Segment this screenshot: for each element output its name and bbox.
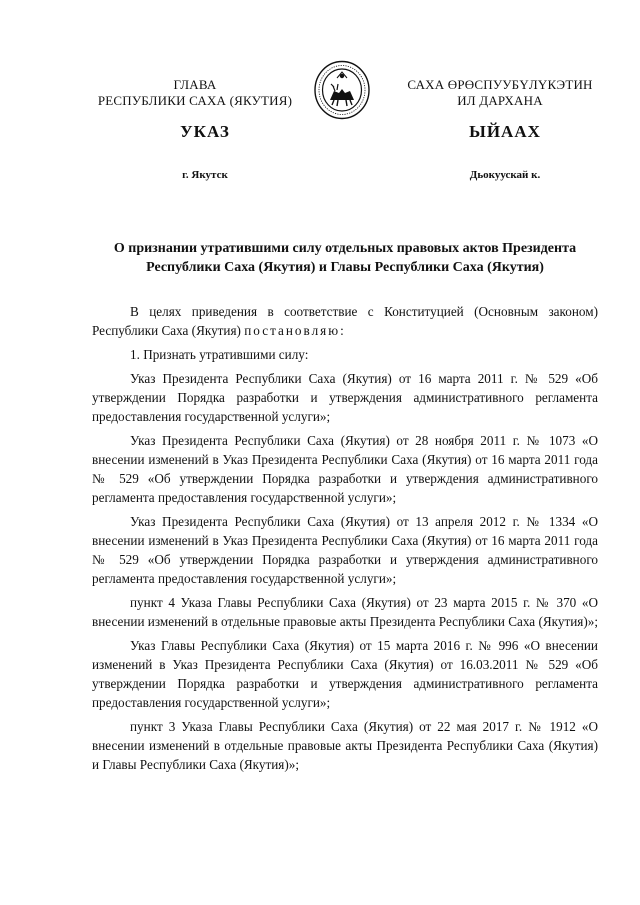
- document-body: [92, 302, 598, 779]
- document-title-line2: Республики Саха (Якутия) и Главы Республики Саха (Якутия): [146, 260, 544, 275]
- coat-of-arms-emblem: [313, 60, 371, 120]
- paragraph-3: Указ Президента Республики Саха (Якутия) от 13 апреля 2012 г. № 1334 «О внесении изменений в Указ Президента Республики Саха (Якутия) от 16 марта 2011 года № 529 «Об утверждении Порядка разработки и утверждения административного регламента предоставления государственной услуги»;: [92, 514, 598, 586]
- paragraph-2: Указ Президента Республики Саха (Якутия) от 28 ноября 2011 г. № 1073 «О внесении изменений в Указ Президента Республики Саха (Якутия) от 16 марта 2011 года № 529 «Об утверждении Порядка разработки и утверждения административного регламента предоставления государственной услуги»;: [92, 433, 598, 505]
- header-left-line1: ГЛАВА: [173, 77, 217, 92]
- decree-title-sah: ЫЙААХ: [469, 122, 541, 141]
- paragraph-6: пункт 3 Указа Главы Республики Саха (Якутия) от 22 мая 2017 г. № 1912 «О внесении изменений в отдельные правовые акты Президента Республики Саха (Якутия) и Главы Республики Саха (Якутия)»;: [92, 719, 598, 772]
- paragraph-1: Указ Президента Республики Саха (Якутия) от 16 марта 2011 г. № 529 «Об утверждении Порядка разработки и утверждения административного регламента предоставления государственной услуги»;: [92, 371, 598, 424]
- decree-title-ru: УКАЗ: [180, 122, 230, 141]
- header-right-line1: САХА ӨРӨСПУУБҮЛҮКЭТИН: [407, 77, 593, 92]
- decree-word: постановляю:: [244, 323, 346, 338]
- document-title: [92, 239, 598, 277]
- intro-text: В целях приведения в соответствие с Конституцией (Основным законом) Республики Саха (Якутия): [92, 304, 598, 338]
- header-left: [70, 77, 320, 109]
- document-title-line1: О признании утратившими силу отдельных правовых актов Президента: [113, 241, 577, 256]
- item-1: 1. Признать утратившими силу:: [130, 347, 309, 362]
- paragraph-5: Указ Главы Республики Саха (Якутия) от 15 марта 2016 г. № 996 «О внесении изменений в Указ Президента Республики Саха (Якутия) от 16.03.2011 № 529 «Об утверждении Порядка разработки и утверждения административного регламента предоставления государственной услуги»;: [92, 638, 598, 710]
- city-sah: Дьокуускай к.: [469, 169, 541, 181]
- intro-paragraph: [92, 302, 598, 340]
- header-left-line2: РЕСПУБЛИКИ САХА (ЯКУТИЯ): [97, 93, 293, 108]
- city-ru: г. Якутск: [182, 169, 228, 181]
- paragraph-4: пункт 4 Указа Главы Республики Саха (Якутия) от 23 марта 2015 г. № 370 «О внесении изменений в отдельные правовые акты Президента Республики Саха (Якутия)»;: [92, 595, 598, 629]
- header-right-line2: ИЛ ДАРХАНА: [457, 93, 543, 108]
- header-right: [380, 77, 620, 109]
